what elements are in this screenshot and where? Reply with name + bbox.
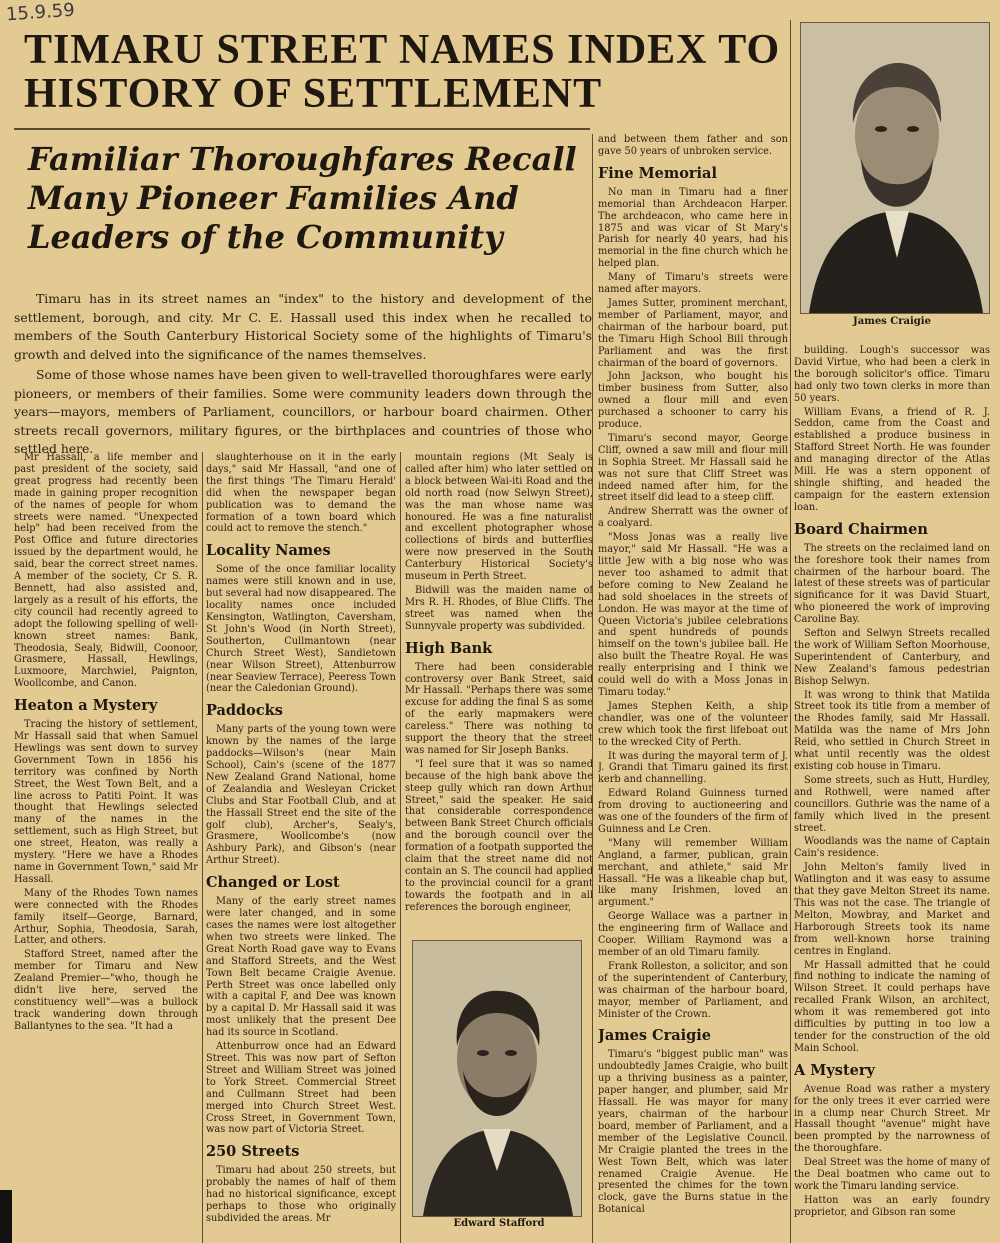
paragraph: Timaru's "biggest public man" was undoubtedly James Craigie, who built up a thriving business as a painter, paper hanger, and plumber, said Mr Hassall. He was mayor for many years, chairman of the harbour board, member of Parliament, and a member of the Legislative Council. Mr Craigie planted the trees in the West Town Belt, which was later renamed Craigie Avenue. He presented the chimes for the town clock, gave the Burns statue in the Botanical (598, 1049, 788, 1216)
column-rule (202, 452, 203, 1243)
subheadline: Familiar Thoroughfares Recall Many Pioneer Families And Leaders of the Community (28, 140, 577, 256)
paragraph: Timaru's second mayor, George Cliff, owned a saw mill and flour mill in Sophia Street. Mr Hassall said he was not sure that Cliff Street was indeed named after him, for the street itself did lead to a steep cliff. (598, 432, 788, 504)
headline: TIMARU STREET NAMES INDEX TO HISTORY OF SETTLEMENT (24, 27, 781, 117)
paragraph: mountain regions (Mt Sealy is called after him) who later settled on a block between Wai-iti Road and the old north road (now Selwyn Street), was the man whose name was honoured. He was a fine naturalist and excellent photographer whose collections of birds and butterflies were now preserved in the South Canterbury Historical Society's museum in Perth Street. (405, 452, 593, 583)
paragraph: William Evans, a friend of R. J. Seddon, came from the Coast and established a produce business in Stafford Street North. He was founder and managing director of the Atlas Mill. He was a stern opponent of shingle shifting, and headed the campaign for the eastern extension loan. (794, 406, 990, 513)
photo-edward-stafford (412, 940, 582, 1217)
paragraph: James Sutter, prominent merchant, member of Parliament, mayor, and chairman of the harbour board, put the Timaru High School Bill through Parliament and was the first chairman of the board of governors. (598, 297, 788, 369)
section-heading: Fine Memorial (598, 164, 717, 182)
paragraph: Timaru had about 250 streets, but probably the names of half of them had no historical significance, except perhaps to those who originally subdivided the areas. Mr (206, 1165, 396, 1224)
portrait-illustration (801, 23, 989, 313)
paragraph: Many parts of the young town were known by the names of the large paddocks—Wilson's (near Main School), Cain's (scene of the 1877 New Zealand Grand National, home of Zealandia and Wesleyan Cricket Clubs and Star Football Club, and at the Hassall Street end the site of the golf club), Archer's, Sealy's, Grasmere, Woollcombe's (now Ashbury Park), and Gibson's (near Arthur Street). (206, 724, 396, 867)
paragraph: "I feel sure that it was so named because of the high bank above the steep gully which ran down Arthur Street," said the speaker. He said that considerable correspondence between Bank Street Church officials and the borough council over the formation of a footpath supported the claim that the street name did not contain an S. The council had applied to the provincial council for a grant towards the footpath and in all references the borough engineer, (405, 758, 593, 913)
paragraph: Andrew Sherratt was the owner of a coalyard. (598, 506, 788, 530)
section-heading: Locality Names (206, 542, 331, 560)
section-heading: High Bank (405, 639, 493, 657)
scan-background-edge (0, 1190, 12, 1243)
paragraph: Many of the early street names were later changed, and in some cases the names were lost altogether when two streets were linked. The Great North Road gave way to Evans and Stafford Streets, and the West Town Belt became Craigie Avenue. Perth Street was once labelled only with a capital F, and Dee was known by a capital D. Mr Hassall said it was most unlikely that the present Dee had its source in Scotland. (206, 896, 396, 1039)
article-column-1 (14, 452, 198, 1192)
portrait-illustration (413, 941, 581, 1216)
paragraph: Stafford Street, named after the member for Timaru and New Zealand Premier—"who, though he didn't live here, served the constituency well"—was a bullock track wandering down through Ballantynes to the sea. "It had a (14, 949, 198, 1032)
article-column-2 (206, 452, 396, 1243)
section-heading: 250 Streets (206, 1143, 300, 1161)
intro-paragraph: Timaru has in its street names an "index" to the history and development of the settlement, borough, and city. Mr C. E. Hassall used this index when he recalled to members of the South Canterbury Historical Society some of the highlights of Timaru's growth and delved into the significance of the names themselves. (14, 291, 592, 362)
intro-paragraphs (14, 290, 592, 461)
paragraph: slaughterhouse on it in the early days," said Mr Hassall, "and one of the first things 'The Timaru Herald' did when the newspaper began publication was to demand the formation of a town board which could act to remove the stench." (206, 452, 396, 535)
paragraph: James Stephen Keith, a ship chandler, was one of the volunteer crew which took the first lifeboat out to the wrecked City of Perth. (598, 700, 788, 748)
intro-paragraph: Some of those whose names have been given to well-travelled thoroughfares were early pioneers, or members of their families. Some were community leaders down through the years—mayors, members of Parliament, councillors, or harbour board chairmen. Other streets recall governors, military figures, or the birthplaces and countries of those who settled here. (14, 367, 592, 456)
paragraph: Tracing the history of settlement, Mr Hassall said that when Samuel Hewlings was sent down to survey Government Town in 1856 his territory was confined by North Street, the West Town Belt, and a line across to Patiti Point. It was thought that Hewlings selected many of the names in the settlement, such as High Street, but one street, Heaton, was really a mystery. "Here we have a Rhodes name in Government Town," said Mr Hassall. (14, 719, 198, 885)
article-column-4 (598, 134, 788, 1243)
paragraph: Edward Roland Guinness turned from droving to auctioneering and was one of the founders of the firm of Guinness and Le Cren. (598, 788, 788, 835)
paragraph: "Moss Jonas was a really live mayor," said Mr Hassall. "He was a little Jew with a big nose who was never too ashamed to admit that before coming to New Zealand he had sold shoelaces in the streets of London. He was mayor at the time of Queen Victoria's jubilee celebrations and spent hundreds of pounds himself on the town's jubilee ball. He also built the Theatre Royal. He was really enterprising and I think we could well do with a Moss Jonas in Timaru today." (598, 532, 788, 698)
paragraph: Many of Timaru's streets were named after mayors. (598, 272, 788, 296)
handwritten-date: 15.9.59 (5, 0, 76, 26)
section-heading: Heaton a Mystery (14, 697, 158, 715)
photo-caption: James Craigie (853, 316, 931, 327)
paragraph: Sefton and Selwyn Streets recalled the work of William Sefton Moorhouse, Superintendent of Canterbury, and New Zealand's famous pedestrian Bishop Selwyn. (794, 628, 990, 687)
paragraph: Attenburrow once had an Edward Street. This was now part of Sefton Street and William Street was joined to York Street. Commercial Street and Cullmann Street had been merged into Church Street West. Cross Street, in Government Town, was now part of Victoria Street. (206, 1041, 396, 1136)
article-column-5 (794, 345, 990, 1243)
paragraph: It was wrong to think that Matilda Street took its title from a member of the Rhodes family, said Mr Hassall. Matilda was the name of Mrs John Reid, who settled in Church Street in what until recently was the oldest existing cob house in Timaru. (794, 689, 990, 772)
paragraph: Bidwill was the maiden name of Mrs R. H. Rhodes, of Blue Cliffs. The street was named when the Sunnyvale property was subdivided. (405, 584, 593, 632)
paragraph: John Jackson, who bought his timber business from Sutter, also owned a flour mill and even purchased a schooner to carry his produce. (598, 371, 788, 431)
column-rule (790, 20, 791, 1243)
paragraph: Some of the once familiar locality names were still known and in use, but several had now disappeared. The locality names once included Kensington, Watlington, Caversham, St John's Wood (in North Street), Southerton, Cullmantown (near Church Street West), Sandietown (near Wilson Street), Attenburrow (near Seaview Terrace), Peeress Town (near the Caledonian Ground). (206, 564, 396, 695)
section-heading: Board Chairmen (794, 520, 928, 538)
paragraph: The streets on the reclaimed land on the foreshore took their names from chairmen of the harbour board. The latest of these streets was of particular significance for it was David Stuart, who pioneered the work of improving Caroline Bay. (794, 542, 990, 626)
paragraph: George Wallace was a partner in the engineering firm of Wallace and Cooper. William Raymond was a member of an old Timaru family. (598, 911, 788, 958)
paragraph: Woodlands was the name of Captain Cain's residence. (794, 836, 990, 860)
paragraph: "Many will remember William Angland, a farmer, publican, grain merchant, and athlete," said Mr Hassall. "He was a likeable chap but, like many Irishmen, loved an argument." (598, 837, 788, 909)
section-heading: A Mystery (794, 1061, 875, 1079)
paragraph: John Melton's family lived in Watlington and it was easy to assume that they gave Melton Street its name. This was not the case. The triangle of Melton, Mowbray, and Market and Harborough Streets took its name from well-known horse training centres in England. (794, 862, 990, 957)
paragraph: It was during the mayoral term of J. J. Grandi that Timaru gained its first kerb and channelling. (598, 750, 788, 786)
paragraph: Mr Hassall, a life member and past president of the society, said great progress had recently been made in gaining proper recognition of the names of people for whom streets were named. "Unexpected help" had been received from the Post Office and future directories issued by the department would, he said, bear the correct street names. A member of the society, Cr S. R. Bennett, had also assisted and, largely as a result of his efforts, the city council had recently agreed to adopt the following spelling of well-known street names: Bank, Theodosia, Sealy, Bidwill, Coonoor, Grasmere, Hassall, Hewlings, Luxmoore, Marchwiel, Paignton, Woollcombe, and Canon. (14, 452, 198, 690)
headline-rule (14, 128, 590, 130)
paragraph: Hatton was an early foundry proprietor, and Gibson ran some (794, 1194, 990, 1218)
photo-james-craigie (800, 22, 990, 314)
photo-caption: Edward Stafford (453, 1218, 545, 1229)
column-rule (400, 452, 401, 1243)
paragraph: Some streets, such as Hutt, Hurdley, and Rothwell, were named after councillors. Guthrie was the name of a family which lived in the present street. (794, 774, 990, 834)
paragraph: Frank Rolleston, a solicitor, and son of the superintendent of Canterbury, was chairman of the harbour board, mayor, member of Parliament, and Minister of the Crown. (598, 960, 788, 1020)
paragraph: Many of the Rhodes Town names were connected with the Rhodes family itself—George, Barnard, Arthur, Sophia, Theodosia, Sarah, Latter, and others. (14, 887, 198, 947)
paragraph: No man in Timaru had a finer memorial than Archdeacon Harper. The archdeacon, who came here in 1875 and was vicar of St Mary's Parish for nearly 40 years, had his memorial in the fine church which he helped plan. (598, 186, 788, 270)
paragraph: and between them father and son gave 50 years of unbroken service. (598, 134, 788, 157)
paragraph: Avenue Road was rather a mystery for the only trees it ever carried were in a clump near Church Street. Mr Hassall thought "avenue" might have been prompted by the narrowness of the thoroughfare. (794, 1083, 990, 1155)
paragraph: Deal Street was the home of many of the Deal boatmen who came out to work the Timaru landing service. (794, 1157, 990, 1192)
paragraph: Mr Hassall admitted that he could find nothing to indicate the naming of Wilson Street. It could perhaps have recalled Frank Wilson, an architect, whom it was remembered got into difficulties by putting in too low a tender for the construction of the old Main School. (794, 959, 990, 1054)
paragraph: building. Lough's successor was David Virtue, who had been a clerk in the borough solicitor's office. Timaru had only two town clerks in more than 50 years. (794, 345, 990, 404)
section-heading: Paddocks (206, 702, 283, 720)
section-heading: James Craigie (598, 1027, 711, 1045)
paragraph: There had been considerable controversy over Bank Street, said Mr Hassall. "Perhaps there was some excuse for adding the final S as some of the early mapmakers were careless." There was nothing to support the theory that the street was named for Sir Joseph Banks. (405, 661, 593, 756)
section-heading: Changed or Lost (206, 874, 340, 892)
article-column-3 (405, 452, 593, 932)
